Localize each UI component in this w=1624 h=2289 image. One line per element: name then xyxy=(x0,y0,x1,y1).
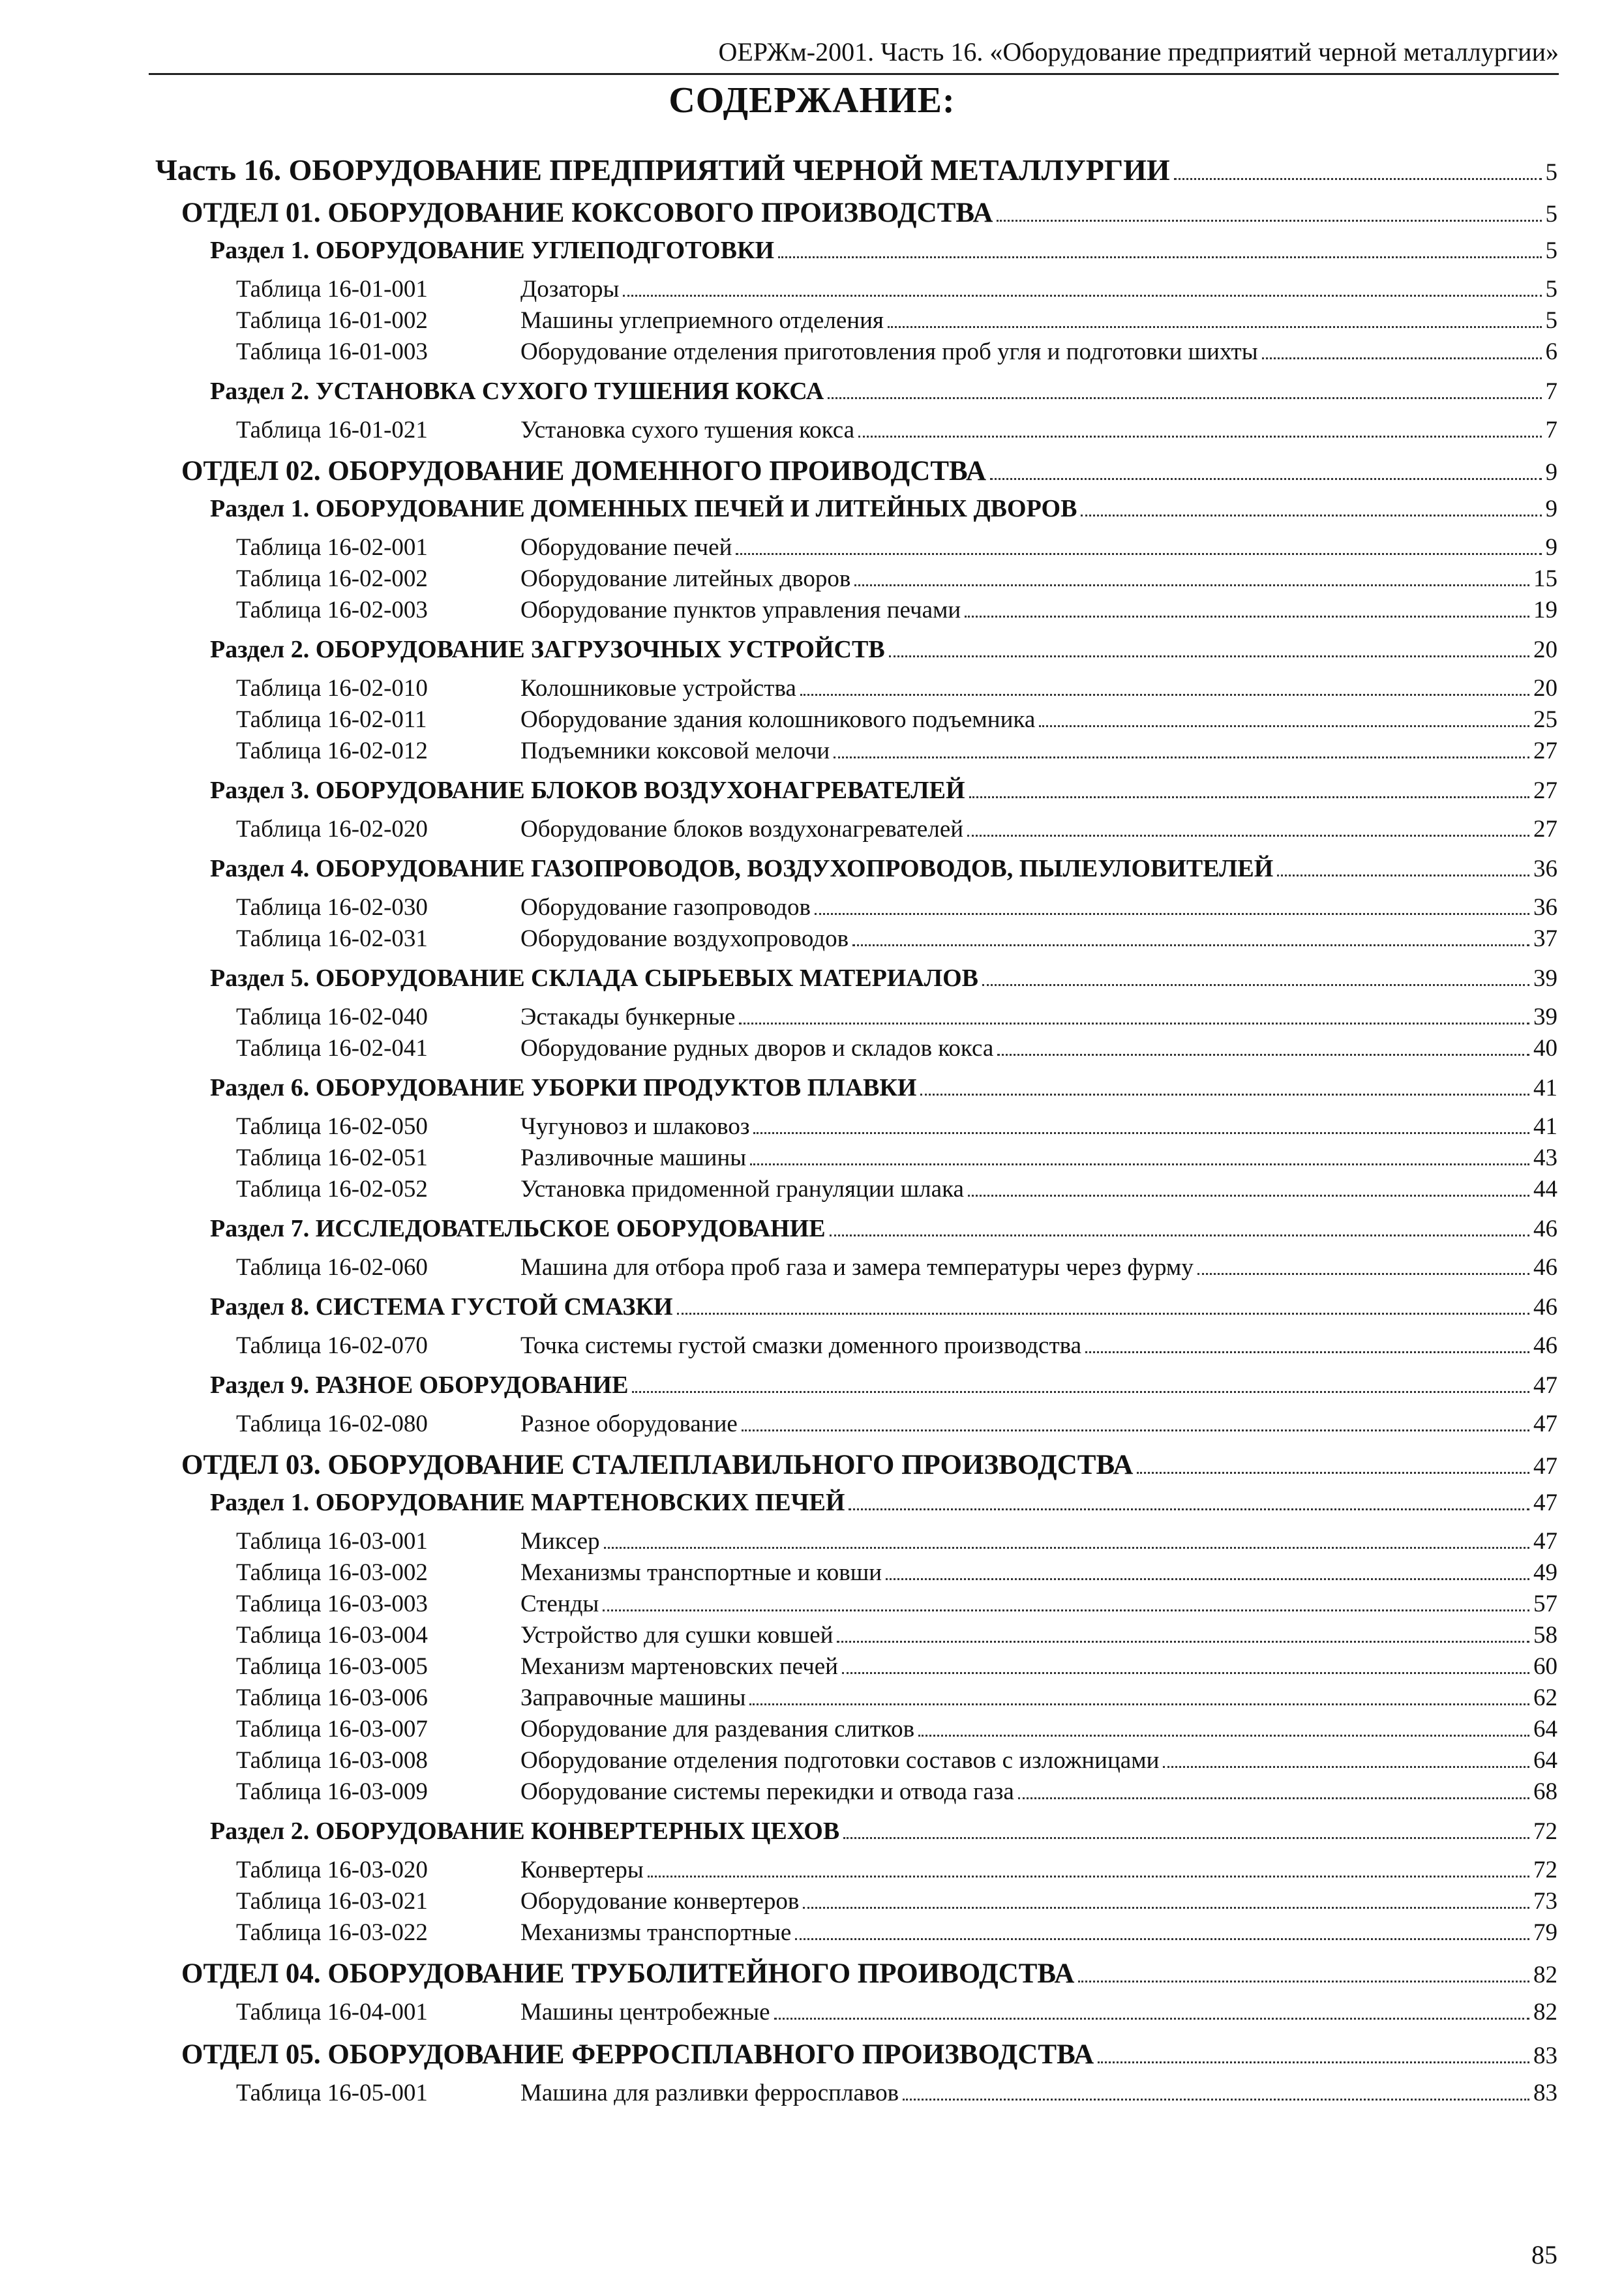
entry-title: Колошниковые устройства xyxy=(520,675,796,702)
entry-page-number: 64 xyxy=(1533,1747,1557,1774)
entry-title: Раздел 2. ОБОРУДОВАНИЕ ЗАГРУЗОЧНЫХ УСТРОЙСТВ xyxy=(210,636,885,663)
entry-page-number: 41 xyxy=(1533,1113,1557,1140)
entry-title: Раздел 9. РАЗНОЕ ОБОРУДОВАНИЕ xyxy=(210,1371,629,1399)
dot-leader xyxy=(918,1735,1529,1737)
table-code: Таблица 16-02-060 xyxy=(236,1254,428,1281)
entry-page-number: 46 xyxy=(1533,1254,1557,1281)
dot-leader xyxy=(858,436,1541,438)
dot-leader xyxy=(1277,875,1529,876)
toc-entry-tab[interactable] xyxy=(236,596,1557,624)
entry-page-number: 25 xyxy=(1533,706,1557,733)
toc-entry-tab[interactable] xyxy=(236,1527,1557,1555)
table-code: Таблица 16-02-031 xyxy=(236,925,428,952)
toc-entry-tab[interactable] xyxy=(236,737,1557,765)
toc-entry-sec[interactable] xyxy=(210,964,1557,993)
entry-page-number: 83 xyxy=(1533,2042,1557,2069)
entry-title: Оборудование блоков воздухонагревателей xyxy=(520,816,964,843)
entry-page-number: 79 xyxy=(1533,1919,1557,1946)
toc-entry-tab[interactable] xyxy=(236,307,1557,335)
toc-entry-tab[interactable] xyxy=(236,1684,1557,1712)
dot-leader xyxy=(750,1163,1529,1165)
dot-leader xyxy=(969,796,1529,798)
entry-page-number: 64 xyxy=(1533,1716,1557,1743)
entry-page-number: 19 xyxy=(1533,597,1557,623)
dot-leader xyxy=(1137,1472,1529,1474)
dot-leader xyxy=(967,835,1529,837)
table-code: Таблица 16-03-022 xyxy=(236,1919,428,1946)
entry-page-number: 72 xyxy=(1533,1818,1557,1845)
table-code: Таблица 16-03-001 xyxy=(236,1528,428,1555)
entry-title: Раздел 2. УСТАНОВКА СУХОГО ТУШЕНИЯ КОКСА xyxy=(210,378,824,405)
dot-leader xyxy=(837,1641,1529,1643)
dot-leader xyxy=(648,1876,1529,1878)
dot-leader xyxy=(1018,1797,1529,1799)
toc-entry-dept[interactable] xyxy=(181,1449,1557,1481)
entry-page-number: 46 xyxy=(1533,1332,1557,1359)
entry-page-number: 62 xyxy=(1533,1684,1557,1711)
dot-leader xyxy=(1262,357,1542,359)
entry-page-number: 41 xyxy=(1533,1075,1557,1101)
dot-leader xyxy=(604,1547,1529,1549)
dot-leader xyxy=(800,694,1529,696)
dot-leader xyxy=(749,1703,1529,1705)
entry-title: Оборудование печей xyxy=(520,534,732,561)
dot-leader xyxy=(736,553,1541,555)
entry-title: Подъемники коксовой мелочи xyxy=(520,738,830,764)
entry-title: Оборудование литейных дворов xyxy=(520,565,851,592)
entry-title: ОТДЕЛ 02. ОБОРУДОВАНИЕ ДОМЕННОГО ПРОИВОДСТВА xyxy=(181,456,987,486)
toc-entry-tab[interactable] xyxy=(236,1919,1557,1947)
dot-leader xyxy=(997,1054,1529,1056)
toc-entry-dept[interactable] xyxy=(181,455,1557,487)
entry-title: ОТДЕЛ 04. ОБОРУДОВАНИЕ ТРУБОЛИТЕЙНОГО ПРОИВОДСТВА xyxy=(181,1958,1075,1989)
entry-title: Раздел 1. ОБОРУДОВАНИЕ ДОМЕННЫХ ПЕЧЕЙ И ЛИТЕЙНЫХ ДВОРОВ xyxy=(210,495,1077,522)
dot-leader xyxy=(842,1672,1529,1674)
toc-entry-dept[interactable] xyxy=(181,197,1557,229)
toc-entry-tab[interactable] xyxy=(236,1003,1557,1031)
entry-title: Заправочные машины xyxy=(520,1684,746,1711)
toc-entry-tab[interactable] xyxy=(236,1856,1557,1884)
toc-entry-tab[interactable] xyxy=(236,1746,1557,1774)
entry-title: Машина для разливки ферросплавов xyxy=(520,2080,899,2106)
entry-title: Машина для отбора проб газа и замера температуры через фурму xyxy=(520,1254,1194,1281)
toc-entry-tab[interactable] xyxy=(236,1410,1557,1438)
page-title: СОДЕРЖАНИЕ: xyxy=(669,80,955,121)
toc-entry-tab[interactable] xyxy=(236,533,1557,561)
table-code: Таблица 16-01-001 xyxy=(236,276,428,303)
entry-page-number: 47 xyxy=(1533,1411,1557,1437)
toc-entry-part[interactable] xyxy=(155,153,1557,187)
toc-entry-tab[interactable] xyxy=(236,1621,1557,1649)
dot-leader xyxy=(1078,1981,1529,1982)
dot-leader xyxy=(803,1907,1529,1909)
entry-title: Дозаторы xyxy=(520,276,620,303)
entry-page-number: 5 xyxy=(1545,237,1557,264)
entry-page-number: 5 xyxy=(1545,159,1557,186)
entry-title: Стенды xyxy=(520,1591,599,1617)
toc-entry-tab[interactable] xyxy=(236,1144,1557,1172)
table-code: Таблица 16-05-001 xyxy=(236,2080,428,2106)
entry-page-number: 83 xyxy=(1533,2080,1557,2106)
entry-title: Устройство для сушки ковшей xyxy=(520,1622,834,1649)
entry-page-number: 68 xyxy=(1533,1778,1557,1805)
table-code: Таблица 16-03-002 xyxy=(236,1559,428,1586)
table-code: Таблица 16-02-011 xyxy=(236,706,427,733)
entry-title: Раздел 1. ОБОРУДОВАНИЕ МАРТЕНОВСКИХ ПЕЧЕЙ xyxy=(210,1489,845,1516)
table-code: Таблица 16-01-021 xyxy=(236,417,428,443)
dot-leader xyxy=(1197,1273,1529,1275)
table-code: Таблица 16-01-002 xyxy=(236,307,428,334)
page-number: 85 xyxy=(1531,2240,1557,2269)
entry-title: Разливочные машины xyxy=(520,1144,747,1171)
entry-title: Раздел 7. ИССЛЕДОВАТЕЛЬСКОЕ ОБОРУДОВАНИЕ xyxy=(210,1215,826,1242)
entry-page-number: 39 xyxy=(1533,965,1557,992)
entry-title: Установка сухого тушения кокса xyxy=(520,417,855,443)
entry-page-number: 37 xyxy=(1533,925,1557,952)
dot-leader xyxy=(828,397,1541,399)
toc-entry-tab[interactable] xyxy=(236,893,1557,921)
dot-leader xyxy=(742,1429,1529,1431)
table-code: Таблица 16-03-004 xyxy=(236,1622,428,1649)
entry-page-number: 43 xyxy=(1533,1144,1557,1171)
toc-entry-sec[interactable] xyxy=(210,776,1557,805)
dot-leader xyxy=(1174,178,1542,180)
entry-title: Оборудование системы перекидки и отвода газа xyxy=(520,1778,1014,1805)
table-code: Таблица 16-02-070 xyxy=(236,1332,428,1359)
entry-title: Раздел 6. ОБОРУДОВАНИЕ УБОРКИ ПРОДУКТОВ ПЛАВКИ xyxy=(210,1074,917,1101)
entry-page-number: 5 xyxy=(1545,276,1557,303)
toc-entry-tab[interactable] xyxy=(236,2079,1557,2107)
entry-title: ОТДЕЛ 01. ОБОРУДОВАНИЕ КОКСОВОГО ПРОИЗВОДСТВА xyxy=(181,198,993,228)
entry-title: Раздел 1. ОБОРУДОВАНИЕ УГЛЕПОДГОТОВКИ xyxy=(210,237,775,264)
table-code: Таблица 16-02-030 xyxy=(236,894,428,921)
dot-leader xyxy=(903,2099,1529,2101)
table-code: Таблица 16-02-041 xyxy=(236,1035,428,1062)
table-code: Таблица 16-02-012 xyxy=(236,738,428,764)
dot-leader xyxy=(623,295,1541,297)
toc-entry-sec[interactable] xyxy=(210,1293,1557,1321)
entry-title: Механизм мартеновских печей xyxy=(520,1653,838,1680)
entry-title: Раздел 3. ОБОРУДОВАНИЕ БЛОКОВ ВОЗДУХОНАГРЕВАТЕЛЕЙ xyxy=(210,777,965,804)
entry-title: Чугуновоз и шлаковоз xyxy=(520,1113,750,1140)
toc-entry-tab[interactable] xyxy=(236,925,1557,953)
table-code: Таблица 16-03-006 xyxy=(236,1684,428,1711)
dot-leader xyxy=(997,220,1541,222)
toc-entry-sec[interactable] xyxy=(210,854,1557,883)
dot-leader xyxy=(830,1234,1529,1236)
toc-entry-tab[interactable] xyxy=(236,1998,1557,2026)
toc-entry-tab[interactable] xyxy=(236,416,1557,444)
dot-leader xyxy=(965,616,1529,618)
dot-leader xyxy=(982,984,1529,986)
entry-title: Машины углеприемного отделения xyxy=(520,307,884,334)
entry-page-number: 7 xyxy=(1545,417,1557,443)
table-code: Таблица 16-02-010 xyxy=(236,675,428,702)
entry-page-number: 58 xyxy=(1533,1622,1557,1649)
entry-page-number: 39 xyxy=(1533,1004,1557,1030)
entry-title: Механизмы транспортные xyxy=(520,1919,792,1946)
dot-leader xyxy=(815,913,1529,915)
toc-entry-tab[interactable] xyxy=(236,1253,1557,1281)
toc-entry-tab[interactable] xyxy=(236,1113,1557,1141)
dot-leader xyxy=(739,1023,1529,1025)
dot-leader xyxy=(886,1578,1529,1580)
entry-page-number: 5 xyxy=(1545,307,1557,334)
dot-leader xyxy=(854,584,1529,586)
dot-leader xyxy=(774,2018,1529,2020)
dot-leader xyxy=(889,655,1529,657)
entry-page-number: 27 xyxy=(1533,816,1557,843)
entry-title: Раздел 2. ОБОРУДОВАНИЕ КОНВЕРТЕРНЫХ ЦЕХОВ xyxy=(210,1818,840,1845)
entry-page-number: 36 xyxy=(1533,894,1557,921)
entry-page-number: 9 xyxy=(1545,496,1557,522)
entry-page-number: 72 xyxy=(1533,1857,1557,1883)
entry-page-number: 36 xyxy=(1533,856,1557,882)
table-code: Таблица 16-02-051 xyxy=(236,1144,428,1171)
entry-title: ОТДЕЛ 05. ОБОРУДОВАНИЕ ФЕРРОСПЛАВНОГО ПРОИЗВОДСТВА xyxy=(181,2039,1094,2070)
entry-title: Оборудование воздухопроводов xyxy=(520,925,849,952)
entry-title: Оборудование для раздевания слитков xyxy=(520,1716,915,1743)
table-code: Таблица 16-02-050 xyxy=(236,1113,428,1140)
toc-entry-sec[interactable] xyxy=(210,494,1557,523)
dot-leader xyxy=(834,756,1529,758)
table-code: Таблица 16-02-020 xyxy=(236,816,428,843)
toc-entry-tab[interactable] xyxy=(236,1653,1557,1681)
dot-leader xyxy=(843,1837,1529,1839)
entry-title: Миксер xyxy=(520,1528,600,1555)
entry-page-number: 60 xyxy=(1533,1653,1557,1680)
entry-page-number: 9 xyxy=(1545,534,1557,561)
dot-leader xyxy=(1098,2061,1529,2063)
table-code: Таблица 16-03-021 xyxy=(236,1888,428,1915)
table-code: Таблица 16-03-009 xyxy=(236,1778,428,1805)
toc-entry-sec[interactable] xyxy=(210,1214,1557,1243)
entry-page-number: 47 xyxy=(1533,1489,1557,1516)
table-code: Таблица 16-03-008 xyxy=(236,1747,428,1774)
entry-title: Установка придоменной грануляции шлака xyxy=(520,1176,964,1203)
toc-entry-tab[interactable] xyxy=(236,1175,1557,1203)
table-code: Таблица 16-03-020 xyxy=(236,1857,428,1883)
toc-entry-tab[interactable] xyxy=(236,1715,1557,1743)
entry-title: Эстакады бункерные xyxy=(520,1004,736,1030)
dot-leader xyxy=(1163,1766,1529,1768)
entry-page-number: 82 xyxy=(1533,1999,1557,2026)
entry-title: Разное оборудование xyxy=(520,1411,738,1437)
entry-title: Оборудование здания колошникового подъемника xyxy=(520,706,1036,733)
entry-title: Раздел 8. СИСТЕМА ГУСТОЙ СМАЗКИ xyxy=(210,1293,673,1321)
entry-title: Оборудование рудных дворов и складов кокса xyxy=(520,1035,994,1062)
entry-title: Оборудование отделения приготовления проб угля и подготовки шихты xyxy=(520,338,1258,365)
toc-entry-sec[interactable] xyxy=(210,377,1557,406)
entry-page-number: 73 xyxy=(1533,1888,1557,1915)
entry-page-number: 27 xyxy=(1533,738,1557,764)
toc-entry-tab[interactable] xyxy=(236,1034,1557,1062)
toc-entry-sec[interactable] xyxy=(210,1817,1557,1846)
toc-entry-tab[interactable] xyxy=(236,815,1557,843)
toc-entry-sec[interactable] xyxy=(210,236,1557,265)
entry-title: Точка системы густой смазки доменного производства xyxy=(520,1332,1082,1359)
entry-title: Оборудование газопроводов xyxy=(520,894,811,921)
entry-page-number: 82 xyxy=(1533,1962,1557,1988)
table-code: Таблица 16-01-003 xyxy=(236,338,428,365)
entry-page-number: 47 xyxy=(1533,1528,1557,1555)
dot-leader xyxy=(1081,515,1541,516)
table-code: Таблица 16-02-002 xyxy=(236,565,428,592)
entry-page-number: 47 xyxy=(1533,1453,1557,1480)
toc-entry-tab[interactable] xyxy=(236,338,1557,366)
entry-page-number: 7 xyxy=(1545,378,1557,405)
dot-leader xyxy=(795,1938,1529,1940)
entry-page-number: 20 xyxy=(1533,675,1557,702)
entry-page-number: 44 xyxy=(1533,1176,1557,1203)
dot-leader xyxy=(753,1132,1529,1134)
entry-title: Часть 16. ОБОРУДОВАНИЕ ПРЕДПРИЯТИЙ ЧЕРНОЙ МЕТАЛЛУРГИИ xyxy=(155,153,1170,187)
toc-entry-tab[interactable] xyxy=(236,1559,1557,1587)
entry-page-number: 5 xyxy=(1545,201,1557,228)
entry-title: Механизмы транспортные и ковши xyxy=(520,1559,882,1586)
toc-entry-sec[interactable] xyxy=(210,1073,1557,1102)
entry-title: Конвертеры xyxy=(520,1857,644,1883)
entry-page-number: 27 xyxy=(1533,777,1557,804)
toc-entry-tab[interactable] xyxy=(236,706,1557,734)
dot-leader xyxy=(1085,1351,1529,1353)
dot-leader xyxy=(603,1609,1529,1611)
dot-leader xyxy=(852,944,1529,946)
entry-title: Оборудование отделения подготовки составов с изложницами xyxy=(520,1747,1160,1774)
toc-entry-sec[interactable] xyxy=(210,1488,1557,1517)
entry-page-number: 57 xyxy=(1533,1591,1557,1617)
toc-entry-tab[interactable] xyxy=(236,674,1557,702)
toc-entry-sec[interactable] xyxy=(210,1371,1557,1399)
entry-page-number: 6 xyxy=(1545,338,1557,365)
dot-leader xyxy=(849,1508,1529,1510)
entry-title: Машины центробежные xyxy=(520,1999,770,2026)
dot-leader xyxy=(632,1391,1529,1393)
dot-leader xyxy=(990,478,1541,480)
entry-page-number: 46 xyxy=(1533,1294,1557,1321)
entry-page-number: 9 xyxy=(1545,459,1557,486)
dot-leader xyxy=(920,1094,1529,1096)
table-code: Таблица 16-02-080 xyxy=(236,1411,428,1437)
dot-leader xyxy=(778,256,1541,258)
running-header: ОЕРЖм-2001. Часть 16. «Оборудование предприятий черной металлургии» xyxy=(718,37,1559,67)
entry-page-number: 40 xyxy=(1533,1035,1557,1062)
toc-entry-tab[interactable] xyxy=(236,1332,1557,1360)
dot-leader xyxy=(888,326,1542,328)
table-code: Таблица 16-03-005 xyxy=(236,1653,428,1680)
table-code: Таблица 16-02-003 xyxy=(236,597,428,623)
toc-entry-dept[interactable] xyxy=(181,1958,1557,1990)
dot-leader xyxy=(968,1195,1529,1197)
toc-entry-tab[interactable] xyxy=(236,1778,1557,1806)
table-code: Таблица 16-03-003 xyxy=(236,1591,428,1617)
toc-entry-tab[interactable] xyxy=(236,1590,1557,1618)
toc-entry-tab[interactable] xyxy=(236,565,1557,593)
entry-page-number: 49 xyxy=(1533,1559,1557,1586)
dot-leader xyxy=(1039,725,1529,727)
entry-page-number: 20 xyxy=(1533,636,1557,663)
toc-entry-sec[interactable] xyxy=(210,635,1557,664)
entry-page-number: 46 xyxy=(1533,1216,1557,1242)
entry-page-number: 47 xyxy=(1533,1372,1557,1399)
table-code: Таблица 16-04-001 xyxy=(236,1999,428,2026)
toc-entry-tab[interactable] xyxy=(236,1887,1557,1915)
entry-title: Раздел 4. ОБОРУДОВАНИЕ ГАЗОПРОВОДОВ, ВОЗДУХОПРОВОДОВ, ПЫЛЕУЛОВИТЕЛЕЙ xyxy=(210,855,1274,882)
table-code: Таблица 16-02-040 xyxy=(236,1004,428,1030)
entry-title: Оборудование конвертеров xyxy=(520,1888,800,1915)
entry-title: Оборудование пунктов управления печами xyxy=(520,597,961,623)
table-code: Таблица 16-02-052 xyxy=(236,1176,428,1203)
entry-title: ОТДЕЛ 03. ОБОРУДОВАНИЕ СТАЛЕПЛАВИЛЬНОГО ПРОИЗВОДСТВА xyxy=(181,1450,1134,1480)
table-code: Таблица 16-02-001 xyxy=(236,534,428,561)
entry-page-number: 15 xyxy=(1533,565,1557,592)
entry-title: Раздел 5. ОБОРУДОВАНИЕ СКЛАДА СЫРЬЕВЫХ МАТЕРИАЛОВ xyxy=(210,965,979,992)
dot-leader xyxy=(677,1313,1529,1315)
toc-entry-tab[interactable] xyxy=(236,275,1557,303)
toc-entry-dept[interactable] xyxy=(181,2039,1557,2071)
table-code: Таблица 16-03-007 xyxy=(236,1716,428,1743)
